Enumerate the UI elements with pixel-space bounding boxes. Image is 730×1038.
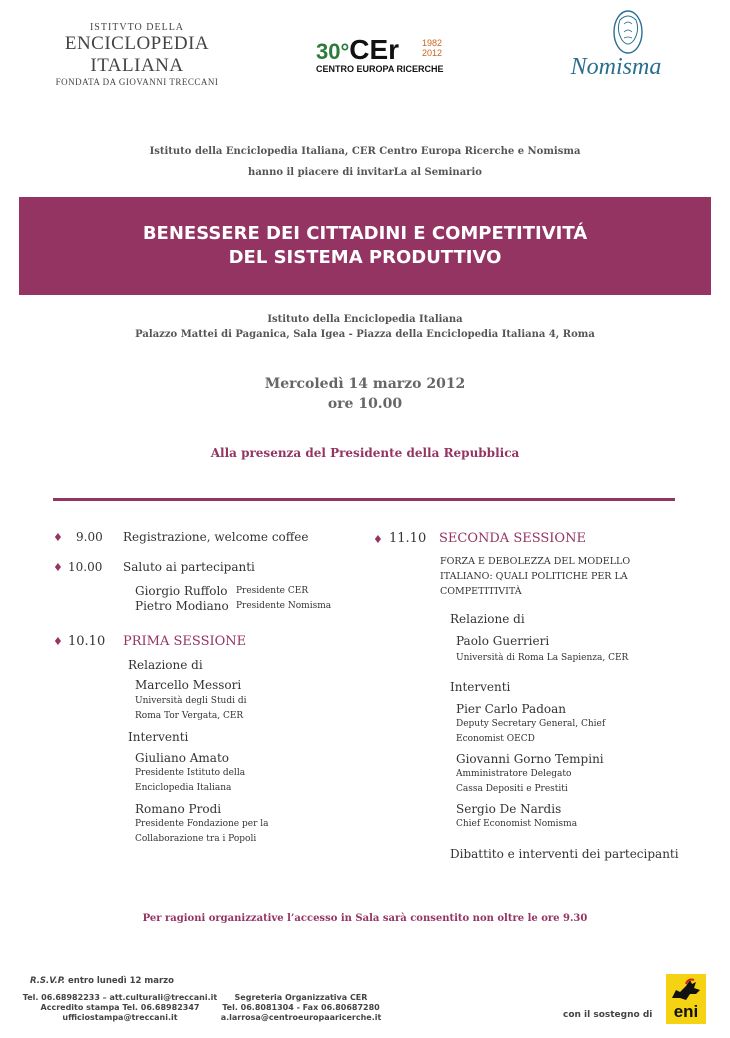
speaker-role: Economist OECD bbox=[456, 734, 535, 744]
nomisma-emblem-icon bbox=[548, 6, 684, 56]
contact-line: a.larrosa@centroeuropaaricerche.it bbox=[220, 1013, 382, 1022]
contact-cer bbox=[212, 993, 390, 1023]
agenda-item: Registrazione, welcome coffee bbox=[123, 530, 309, 544]
contact-line: Segreteria Organizzativa CER bbox=[234, 993, 368, 1002]
interventi-label: Interventi bbox=[128, 730, 189, 744]
cer-logo-subtitle: CENTRO EUROPA RICERCHE bbox=[316, 64, 444, 74]
speaker-name: Giuliano Amato bbox=[135, 751, 229, 765]
speaker-role: Deputy Secretary General, Chief bbox=[456, 719, 606, 729]
closing-note: Dibattito e interventi dei partecipanti bbox=[450, 847, 679, 861]
speaker-role: Università di Roma La Sapienza, CER bbox=[456, 653, 629, 663]
speaker-name: Pier Carlo Padoan bbox=[456, 702, 566, 716]
nomisma-logo bbox=[548, 6, 684, 82]
title-banner bbox=[19, 197, 711, 295]
rsvp-text: entro lunedì 12 marzo bbox=[65, 976, 174, 986]
speaker-role: Enciclopedia Italiana bbox=[135, 783, 232, 793]
speaker-role: Roma Tor Vergata, CER bbox=[135, 711, 244, 721]
presence-note: Alla presenza del Presidente della Repubblica bbox=[210, 446, 520, 460]
agenda-time: 11.10 bbox=[389, 531, 427, 546]
eni-logo bbox=[666, 974, 706, 1024]
cer-logo-years bbox=[422, 38, 442, 58]
session-topic: COMPETITIVITÀ bbox=[440, 586, 522, 597]
title-line-2: DEL SISTEMA PRODUTTIVO bbox=[228, 247, 502, 268]
agenda-time: 10.10 bbox=[68, 634, 106, 649]
contact-line: Tel. 06.8081304 - Fax 06.80687280 bbox=[222, 1003, 380, 1012]
cer-logo-name: CEr bbox=[349, 34, 400, 65]
relazione-label: Relazione di bbox=[128, 658, 203, 672]
treccani-logo-line1: ISTITVTO DELLA bbox=[89, 22, 185, 33]
venue-line-1: Istituto della Enciclopedia Italiana bbox=[267, 314, 463, 325]
event-time: ore 10.00 bbox=[327, 396, 403, 412]
bullet-icon: ♦ bbox=[53, 561, 63, 574]
nomisma-logo-text: Nomisma bbox=[570, 54, 662, 80]
session-topic: ITALIANO: QUALI POLITICHE PER LA bbox=[440, 571, 628, 582]
cer-logo-year-end: 2012 bbox=[422, 48, 443, 58]
cer-logo-number: 30° bbox=[316, 39, 350, 64]
session-topic: FORZA E DEBOLEZZA DEL MODELLO bbox=[440, 556, 631, 567]
relazione-label: Relazione di bbox=[450, 612, 525, 626]
venue-line-2: Palazzo Mattei di Paganica, Sala Igea - Piazza della Enciclopedia Italiana 4, Roma bbox=[135, 329, 595, 340]
divider bbox=[53, 498, 675, 501]
contact-line: ufficiostampa@treccani.it bbox=[62, 1013, 178, 1022]
treccani-logo bbox=[22, 22, 252, 87]
session-title: PRIMA SESSIONE bbox=[123, 634, 247, 649]
speaker-role: Collaborazione tra i Popoli bbox=[135, 834, 257, 844]
agenda-time: 10.00 bbox=[68, 560, 103, 574]
rsvp-label: R.S.V.P. bbox=[30, 976, 66, 986]
speaker-name: Paolo Guerrieri bbox=[456, 634, 550, 648]
speaker-role: Presidente Nomisma bbox=[236, 601, 332, 611]
agenda-item: Saluto ai partecipanti bbox=[123, 560, 255, 574]
bullet-icon: ♦ bbox=[53, 531, 63, 544]
speaker-name: Giovanni Gorno Tempini bbox=[456, 752, 604, 766]
access-note: Per ragioni organizzative l’accesso in Sala sarà consentito non oltre le ore 9.30 bbox=[142, 913, 588, 924]
bullet-icon: ♦ bbox=[53, 635, 63, 648]
title-line-1: BENESSERE DEI CITTADINI E COMPETITIVITÁ bbox=[142, 223, 588, 244]
speaker-role: Presidente Fondazione per la bbox=[135, 819, 269, 829]
event-date: Mercoledì 14 marzo 2012 bbox=[264, 376, 466, 392]
contact-line: Accredito stampa Tel. 06.68982347 bbox=[40, 1003, 200, 1012]
speaker-role: Presidente CER bbox=[236, 586, 309, 596]
speaker-role: Amministratore Delegato bbox=[456, 769, 572, 779]
contact-line: Tel. 06.68982233 – att.culturali@treccani.it bbox=[22, 993, 218, 1002]
treccani-logo-line3: FONDATA DA GIOVANNI TRECCANI bbox=[55, 77, 219, 87]
speaker-name: Pietro Modiano bbox=[135, 599, 229, 613]
eni-logo-text: eni bbox=[673, 1002, 699, 1021]
speaker-name: Sergio De Nardis bbox=[456, 802, 562, 816]
agenda-time: 9.00 bbox=[76, 530, 103, 544]
interventi-label: Interventi bbox=[450, 680, 511, 694]
speaker-role: Università degli Studi di bbox=[135, 696, 247, 706]
intro-line-2: hanno il piacere di invitarLa al Seminario bbox=[248, 167, 482, 178]
session-title: SECONDA SESSIONE bbox=[439, 531, 586, 546]
bullet-icon: ♦ bbox=[373, 533, 383, 546]
sponsor-label: con il sostegno di bbox=[563, 1010, 653, 1020]
treccani-logo-line2: ENCICLOPEDIA ITALIANA bbox=[64, 33, 210, 76]
cer-logo-year-start: 1982 bbox=[422, 38, 443, 48]
cer-logo bbox=[316, 34, 466, 74]
speaker-role: Chief Economist Nomisma bbox=[456, 819, 578, 829]
intro-line-1: Istituto della Enciclopedia Italiana, CER Centro Europa Ricerche e Nomisma bbox=[149, 146, 581, 157]
contact-treccani bbox=[20, 993, 220, 1023]
speaker-name: Marcello Messori bbox=[135, 678, 242, 692]
speaker-name: Romano Prodi bbox=[135, 802, 222, 816]
rsvp bbox=[30, 976, 174, 986]
speaker-role: Presidente Istituto della bbox=[135, 768, 246, 778]
speaker-name: Giorgio Ruffolo bbox=[135, 584, 228, 598]
speaker-role: Cassa Depositi e Prestiti bbox=[456, 784, 568, 794]
